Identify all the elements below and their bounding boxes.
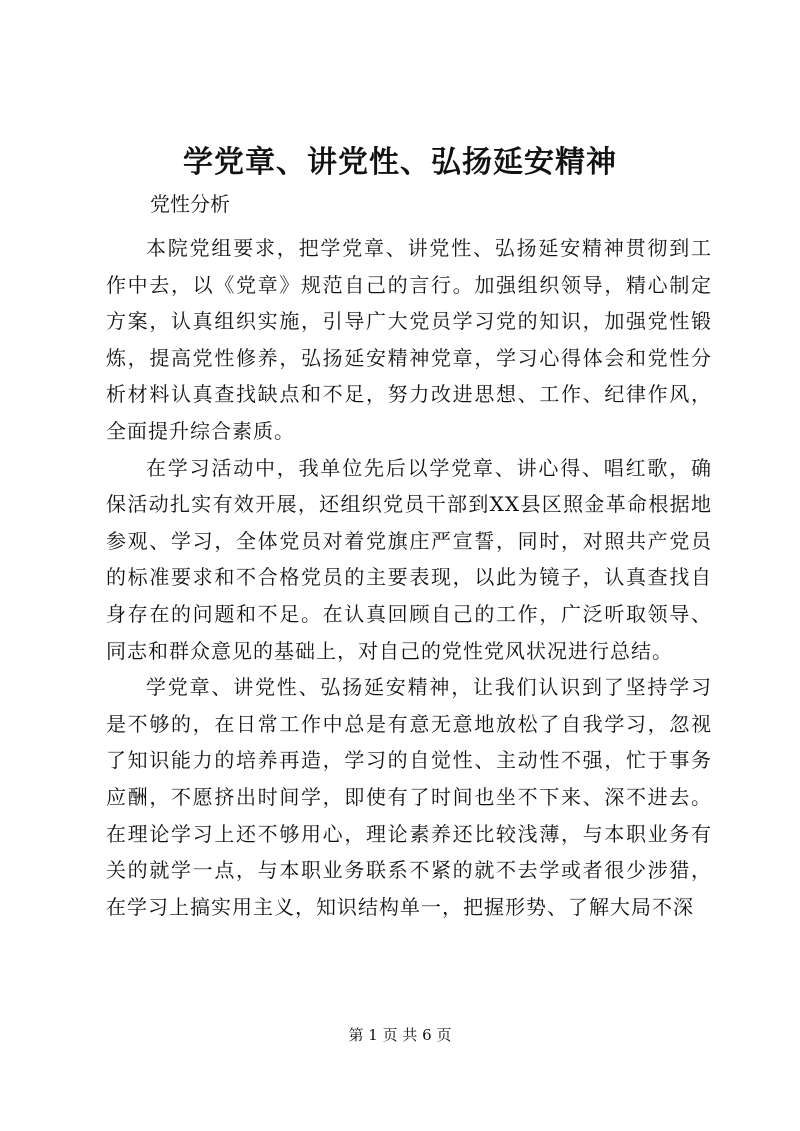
paragraph: 本院党组要求，把学党章、讲党性、弘扬延安精神贯彻到工作中去，以《党章》规范自己的言行。加强组织领导，精心制定方案，认真组织实施，引导广大党员学习党的知识，加强党性锻炼，提高党性修养，弘扬延安精神党章，学习心得体会和党性分析材料认真查找缺点和不足，努力改进思想、工作、纪律作风，全面提升综合素质。 xyxy=(106,236,712,443)
paragraph: 学党章、讲党性、弘扬延安精神，让我们认识到了坚持学习是不够的，在日常工作中总是有意无意地放松了自我学习，忽视了知识能力的培养再造，学习的自觉性、主动性不强，忙于事务应酬，不愿挤出时间学，即使有了时间也坐不下来、深不进去。在理论学习上还不够用心，理论素养还比较浅薄，与本职业务有关的就学一点，与本职业务联系不紧的就不去学或者很少涉猎，在学习上搞实用主义，知识结构单一，把握形势、了解大局不深 xyxy=(106,675,712,919)
document-title: 学党章、讲党性、弘扬延安精神 xyxy=(183,145,617,180)
paragraph: 在学习活动中，我单位先后以学党章、讲心得、唱红歌，确保活动扎实有效开展，还组织党员干部到XX县区照金革命根据地参观、学习，全体党员对着党旗庄严宣誓，同时，对照共产党员的标准要求和不合格党员的主要表现，以此为镜子，认真查找自身存在的问题和不足。在认真回顾自己的工作，广泛听取领导、同志和群众意见的基础上，对自己的党性党风状况进行总结。 xyxy=(106,455,712,663)
document-body xyxy=(106,230,712,925)
page-number-footer: 第 1 页 共 6 页 xyxy=(348,1026,452,1044)
document-subtitle: 党性分析 xyxy=(150,192,230,216)
